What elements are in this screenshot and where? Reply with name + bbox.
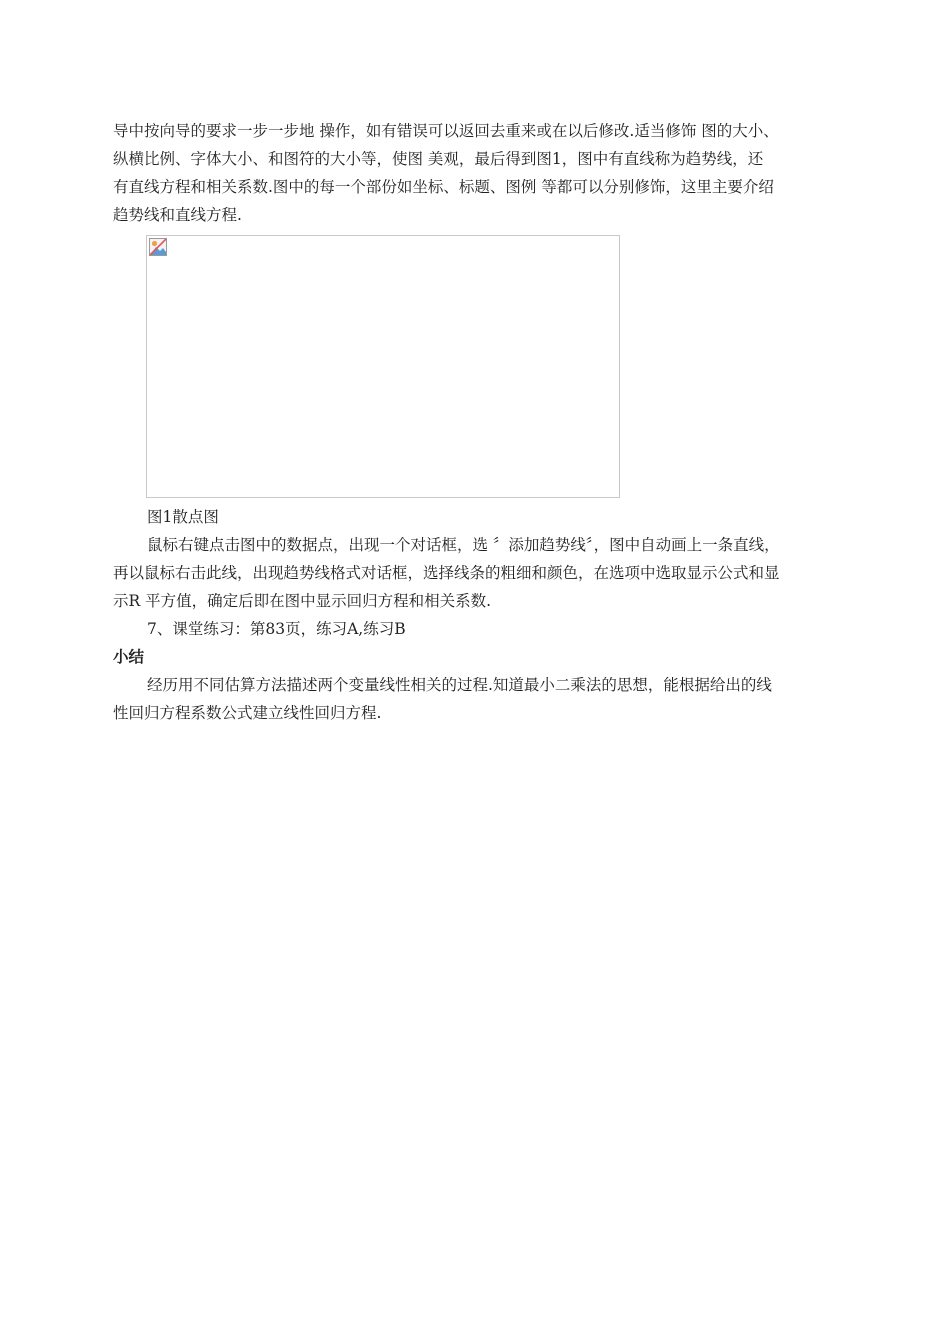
paragraph-line: 再以鼠标右击此线，出现趋势线格式对话框，选择线条的粗细和颜色，在选项中选取显示公式和显 [113,564,780,582]
paragraph-line: 鼠标右键点击图中的数据点，出现一个对话框，选 〞添加趋势线〞，图中自动画上一条直线， [147,536,780,554]
paragraph-line: 示R 平方值，确定后即在图中显示回归方程和相关系数. [113,592,492,610]
summary-line: 经历用不同估算方法描述两个变量线性相关的过程.知道最小二乘法的思想，能根据给出的线 [147,676,772,694]
paragraph-line: 趋势线和直线方程. [113,206,242,224]
summary-line: 性回归方程系数公式建立线性回归方程. [113,704,382,722]
scatter-figure-placeholder [146,235,620,498]
broken-image-icon [149,238,167,256]
summary-heading: 小结 [113,648,145,666]
exercise-line: 7、课堂练习：第83页，练习A,练习B [147,620,406,638]
paragraph-line: 有直线方程和相关系数.图中的每一个部份如坐标、标题、图例 等都可以分别修饰，这里主要介绍 [113,178,774,196]
paragraph-line: 纵横比例、字体大小、和图符的大小等，使图 美观，最后得到图1，图中有直线称为趋势线，还 [113,150,764,168]
paragraph-line: 导中按向导的要求一步一步地 操作，如有错误可以返回去重来或在以后修改.适当修饰 图的大小、 [113,122,779,140]
figure-caption: 图1散点图 [147,508,219,526]
